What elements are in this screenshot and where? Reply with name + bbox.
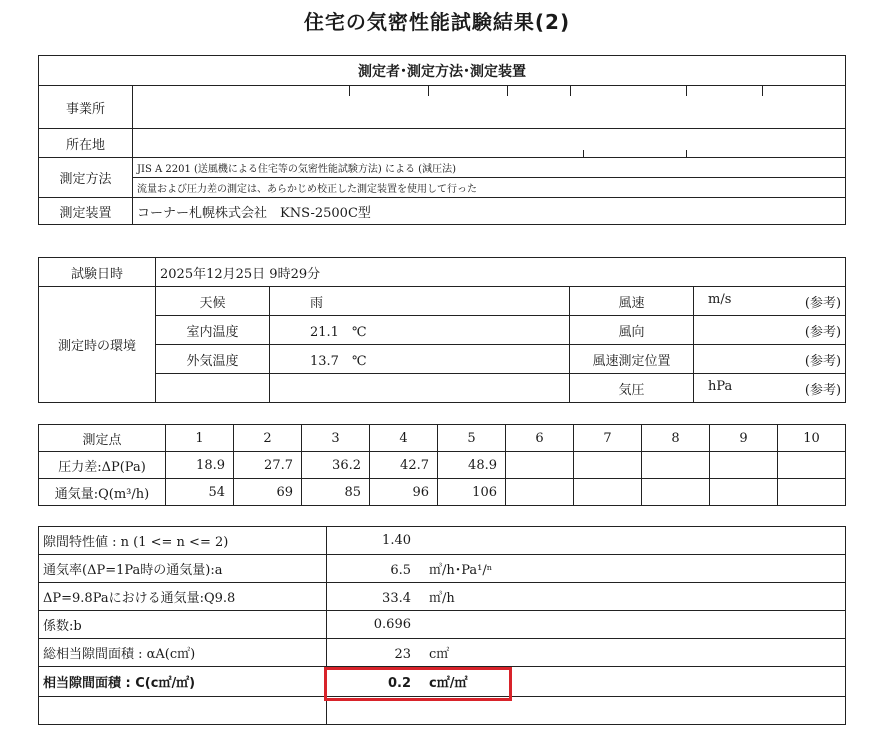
scan-mark: [428, 86, 429, 96]
device-value: コーナー札幌株式会社 KNS-2500C型: [133, 198, 846, 225]
airflow-value: [642, 479, 710, 506]
pressure-diff-value: [710, 452, 778, 479]
pressure-diff-value: [778, 452, 846, 479]
blank-cell: [156, 374, 270, 403]
pressure-diff-label: 圧力差:ΔP(Pa): [39, 452, 166, 479]
result-row: [39, 527, 846, 555]
scan-mark: [762, 86, 763, 96]
airflow-value: [574, 479, 642, 506]
outdoor-temp-label: 外気温度: [156, 345, 270, 374]
equivalent-gap-area-unit: c㎡/㎡: [429, 676, 468, 691]
point-number: 6: [506, 425, 574, 452]
equivalent-gap-area-label: 相当隙間面積 : C(c㎡/㎡): [39, 667, 327, 697]
result-row: [39, 611, 846, 639]
measurer-header: 測定者･測定方法･測定装置: [39, 56, 846, 86]
outdoor-temp-value: 13.7 ℃: [270, 345, 570, 374]
device-label: 測定装置: [39, 198, 133, 225]
pressure-diff-value: [642, 452, 710, 479]
equivalent-gap-area-value: 0.2: [387, 676, 411, 691]
wind-speed-label: 風速: [570, 287, 694, 316]
point-number: 1: [166, 425, 234, 452]
pressure-diff-value: 18.9: [166, 452, 234, 479]
point-number: 9: [710, 425, 778, 452]
total-gap-area-unit: c㎡: [429, 647, 450, 662]
page-title: 住宅の気密性能試験結果(2): [303, 10, 571, 34]
total-gap-area-value: 23: [394, 647, 411, 662]
airflow-value: [710, 479, 778, 506]
datetime-value: 2025年12月25日 9時29分: [156, 258, 846, 287]
blank-cell: [270, 374, 570, 403]
airflow-row: [39, 479, 846, 506]
pressure-unit: hPa: [708, 378, 733, 394]
permeability-value: 6.5: [390, 563, 411, 578]
method-label: 測定方法: [39, 158, 133, 198]
permeability-label: 通気率(ΔP=1Pa時の通気量):a: [39, 555, 327, 583]
highlight-box: [324, 667, 512, 701]
airflow-value: 85: [302, 479, 370, 506]
location-value: [133, 129, 846, 158]
ref-note: (参考): [804, 353, 842, 369]
method-line-2: 流量および圧力差の測定は、あらかじめ校正した測定装置を使用して行った: [133, 178, 846, 198]
ref-note: (参考): [804, 382, 842, 398]
weather-value: 雨: [270, 287, 570, 316]
office-value: [133, 86, 846, 129]
pressure-label: 気圧: [570, 374, 694, 403]
gap-characteristic-value: 1.40: [382, 533, 411, 548]
weather-label: 天候: [156, 287, 270, 316]
airflow-label: 通気量:Q(m³/h): [39, 479, 166, 506]
result-row: [39, 639, 846, 667]
blank-cell: [39, 697, 327, 725]
indoor-temp-value: 21.1 ℃: [270, 316, 570, 345]
scan-mark: [349, 86, 350, 96]
point-number: 10: [778, 425, 846, 452]
points-header-row: [39, 425, 846, 452]
indoor-temp-label: 室内温度: [156, 316, 270, 345]
scan-mark: [583, 150, 584, 158]
method-line-1: JIS A 2201 (送風機による住宅等の気密性能試験方法) による (減圧法): [133, 158, 846, 178]
point-number: 8: [642, 425, 710, 452]
wind-direction-label: 風向: [570, 316, 694, 345]
permeability-unit: ㎥/h･Pa¹/ⁿ: [429, 563, 493, 578]
pressure-diff-value: 42.7: [370, 452, 438, 479]
points-table: [38, 424, 846, 506]
pressure-diff-value: 36.2: [302, 452, 370, 479]
datetime-label: 試験日時: [39, 258, 156, 287]
airflow-value: 69: [234, 479, 302, 506]
env-label: 測定時の環境: [39, 287, 156, 403]
total-gap-area-label: 総相当隙間面積 : αA(c㎡): [39, 639, 327, 667]
scan-mark: [686, 86, 687, 96]
point-number: 5: [438, 425, 506, 452]
scan-mark: [570, 86, 571, 96]
result-row: [39, 555, 846, 583]
office-label: 事業所: [39, 86, 133, 129]
point-number: 7: [574, 425, 642, 452]
airflow-value: 96: [370, 479, 438, 506]
point-number: 4: [370, 425, 438, 452]
airflow-value: [506, 479, 574, 506]
location-label: 所在地: [39, 129, 133, 158]
ref-note: (参考): [804, 295, 842, 311]
point-number: 3: [302, 425, 370, 452]
points-header-label: 測定点: [39, 425, 166, 452]
airflow-value: 54: [166, 479, 234, 506]
coefficient-label: 係数:b: [39, 611, 327, 639]
airflow-98-unit: ㎥/h: [429, 591, 455, 606]
result-row: [39, 583, 846, 611]
airflow-98-label: ΔP=9.8Paにおける通気量:Q9.8: [39, 583, 327, 611]
pressure-diff-value: 48.9: [438, 452, 506, 479]
airflow-98-value: 33.4: [382, 591, 411, 606]
gap-characteristic-label: 隙間特性値 : n (1 <= n <= 2): [39, 527, 327, 555]
pressure-diff-value: [506, 452, 574, 479]
scan-mark: [507, 86, 508, 96]
point-number: 2: [234, 425, 302, 452]
scan-mark: [686, 150, 687, 158]
wind-speed-unit: m/s: [708, 291, 732, 307]
pressure-diff-value: [574, 452, 642, 479]
ref-note: (参考): [804, 324, 842, 340]
pressure-diff-value: 27.7: [234, 452, 302, 479]
pressure-diff-row: [39, 452, 846, 479]
airflow-value: [778, 479, 846, 506]
airflow-value: 106: [438, 479, 506, 506]
environment-table: [38, 257, 846, 403]
wind-position-label: 風速測定位置: [570, 345, 694, 374]
measurer-table: [38, 55, 846, 225]
coefficient-value: 0.696: [373, 617, 411, 632]
